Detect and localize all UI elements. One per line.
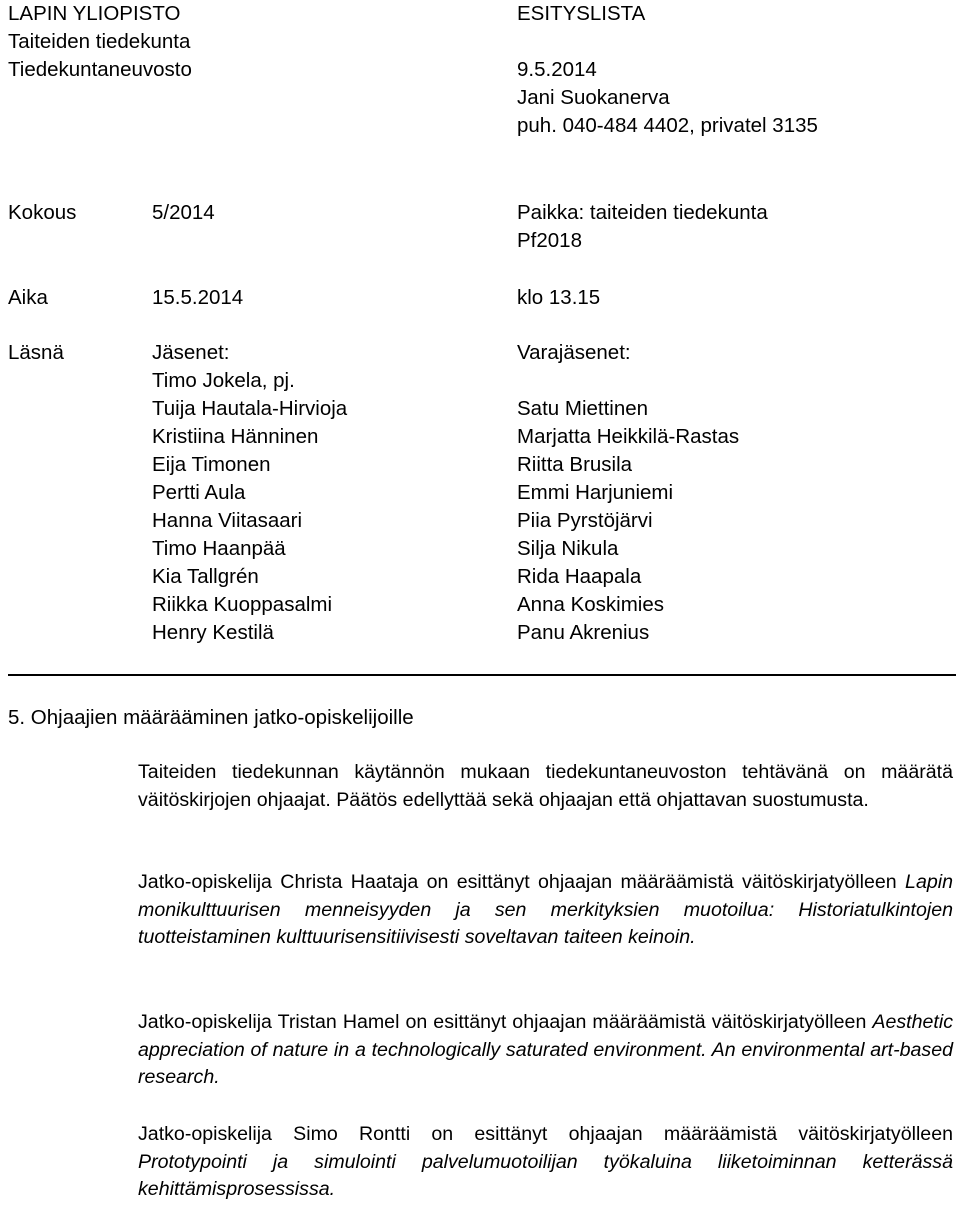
- section-heading: 5. Ohjaajien määrääminen jatko-opiskelijoille: [8, 706, 414, 729]
- contact-name: Jani Suokanerva: [517, 86, 670, 109]
- aika-time: klo 13.15: [517, 286, 601, 309]
- intro-paragraph: Taiteiden tiedekunnan käytännön mukaan tiedekuntaneuvoston tehtävänä on määrätä väitöskirjojen ohjaajat. Päätös edellyttää sekä ohjaajan että ohjattavan suostumusta.: [138, 761, 953, 811]
- paragraph-text: Jatko-opiskelija Simo Rontti on esittänyt ohjaajan määräämistä väitöskirjatyölleen: [138, 1123, 953, 1145]
- lasna-label: Läsnä: [8, 341, 64, 364]
- student-paragraph-3: [138, 1121, 953, 1204]
- kokous-value: 5/2014: [152, 201, 215, 224]
- deputy-name: Emmi Harjuniemi: [517, 481, 674, 504]
- thesis-title: Lapin monikulttuurisen menneisyyden ja sen merkityksien muotoilua: Historiatulkintojen tuotteistaminen kulttuurisensitiivisesti soveltavan taiteen keinoin.: [138, 871, 953, 948]
- thesis-title: Prototypointi ja simulointi palvelumuotoilijan työkaluina liiketoiminnan ketterässä kehittämisprosessissa.: [138, 1150, 953, 1200]
- deputy-name: Marjatta Heikkilä-Rastas: [517, 425, 740, 448]
- faculty-name: Taiteiden tiedekunta: [8, 30, 191, 53]
- member-name: Kristiina Hänninen: [152, 425, 319, 448]
- document-date: 9.5.2014: [517, 58, 597, 81]
- deputies-heading: Varajäsenet:: [517, 341, 631, 364]
- document-type: ESITYSLISTA: [517, 2, 646, 25]
- deputy-name: Anna Koskimies: [517, 593, 664, 616]
- member-name: Timo Haanpää: [152, 537, 286, 560]
- member-name: Riikka Kuoppasalmi: [152, 593, 333, 616]
- paikka-line-1: Paikka: taiteiden tiedekunta: [517, 201, 768, 224]
- paragraph-text: Jatko-opiskelija Tristan Hamel on esittänyt ohjaajan määräämistä väitöskirjatyölleen: [138, 1011, 873, 1033]
- deputy-name: Rida Haapala: [517, 565, 642, 588]
- student-paragraph-2: [138, 1009, 953, 1092]
- paikka-line-2: Pf2018: [517, 229, 582, 252]
- deputy-name: Piia Pyrstöjärvi: [517, 509, 653, 532]
- aika-label: Aika: [8, 286, 48, 309]
- aika-date: 15.5.2014: [152, 286, 244, 309]
- deputy-name: Silja Nikula: [517, 537, 619, 560]
- student-paragraph-1: [138, 869, 953, 952]
- council-name: Tiedekuntaneuvosto: [8, 58, 192, 81]
- section-divider: [8, 674, 956, 676]
- member-name: Pertti Aula: [152, 481, 246, 504]
- paragraph-text: Jatko-opiskelija Christa Haataja on esittänyt ohjaajan määräämistä väitöskirjatyölleen: [138, 871, 906, 893]
- thesis-title: Aesthetic appreciation of nature in a technologically saturated environment. An environmental art-based research.: [138, 1011, 953, 1088]
- deputy-name: Panu Akrenius: [517, 621, 650, 644]
- university-name: LAPIN YLIOPISTO: [8, 2, 181, 25]
- chair-name: Timo Jokela, pj.: [152, 369, 295, 392]
- member-name: Kia Tallgrén: [152, 565, 259, 588]
- member-name: Tuija Hautala-Hirvioja: [152, 397, 348, 420]
- member-name: Eija Timonen: [152, 453, 271, 476]
- deputy-name: Satu Miettinen: [517, 397, 649, 420]
- kokous-label: Kokous: [8, 201, 77, 224]
- contact-phone: puh. 040-484 4402, privatel 3135: [517, 114, 818, 137]
- deputy-name: Riitta Brusila: [517, 453, 633, 476]
- member-name: Henry Kestilä: [152, 621, 274, 644]
- members-heading: Jäsenet:: [152, 341, 230, 364]
- member-name: Hanna Viitasaari: [152, 509, 303, 532]
